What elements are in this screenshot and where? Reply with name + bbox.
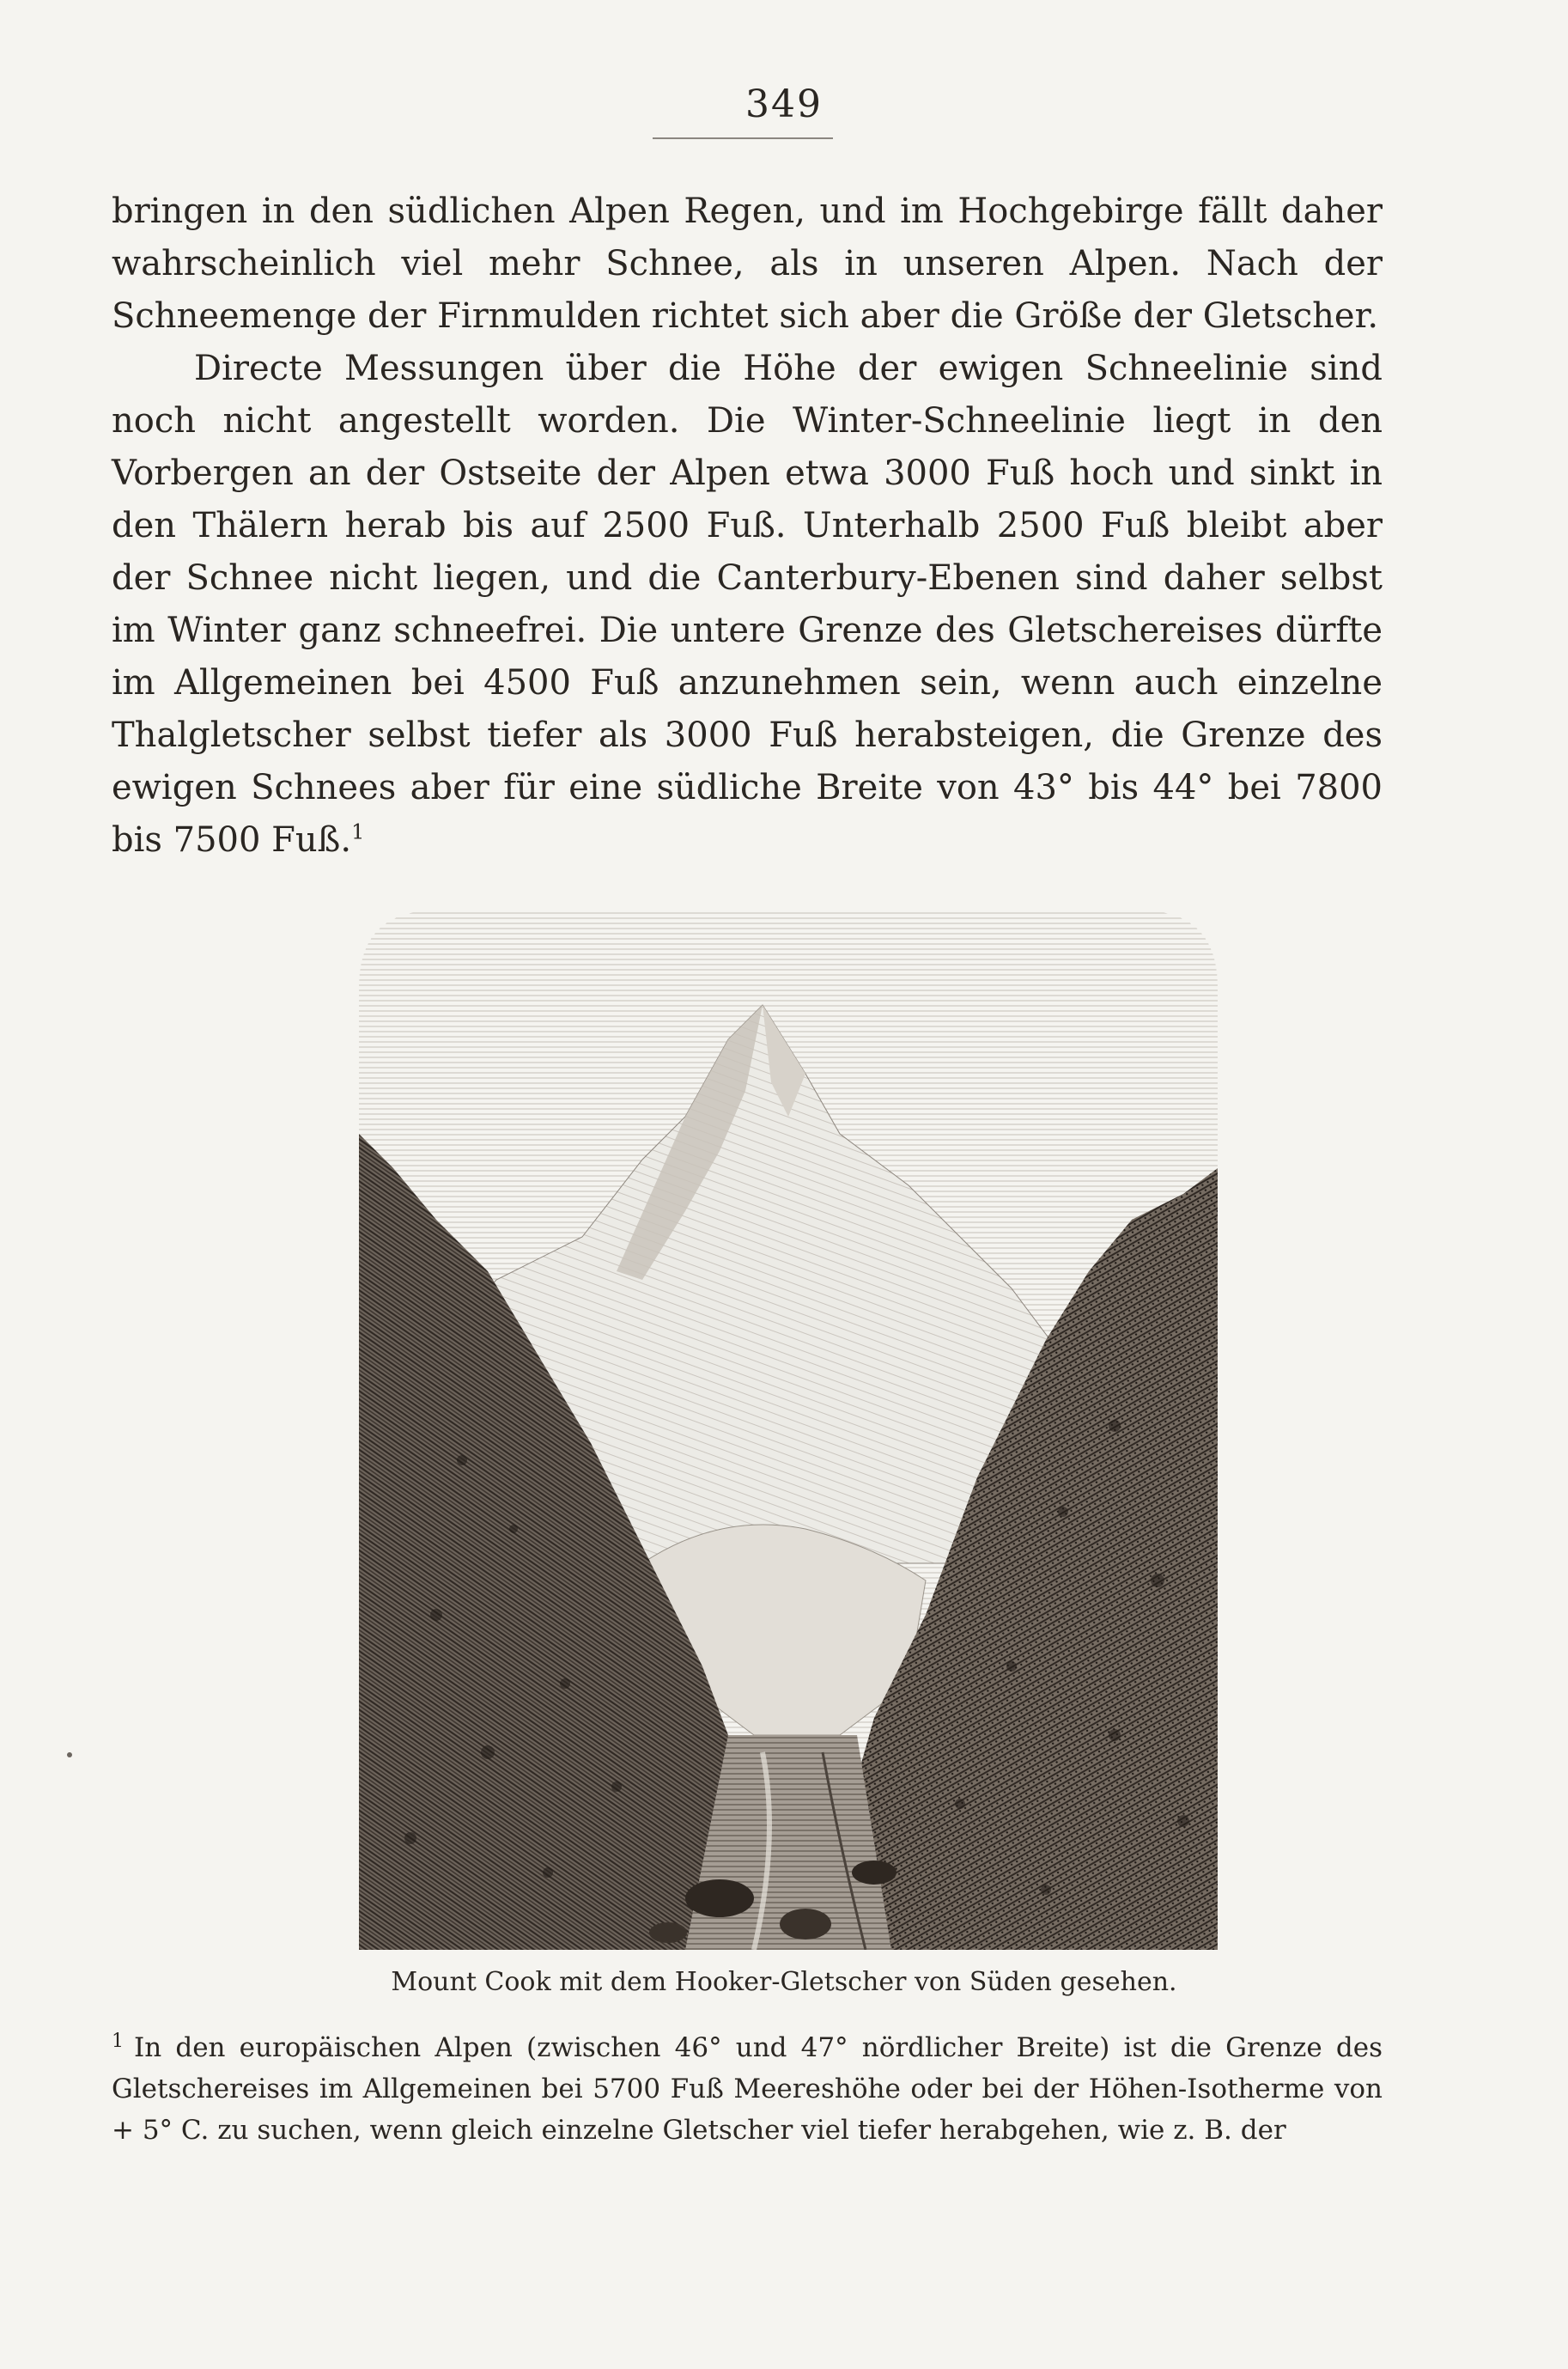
mountain-engraving-svg: [359, 910, 1218, 1950]
footnote-reference: 1: [351, 819, 365, 844]
body-text: [112, 186, 1383, 867]
paragraph-1: bringen in den südlichen Alpen Regen, und im Hochgebirge fällt daher wahrscheinlich viel mehr Schnee, als in unseren Alpen. Nach der Schneemenge der Firnmulden richtet sich aber die Größe der Gletscher.: [112, 192, 1383, 336]
page-number: 349: [745, 82, 823, 126]
header-rule: [653, 137, 833, 139]
footnote-number: 1: [112, 2030, 124, 2052]
figure-caption: Mount Cook mit dem Hooker-Gletscher von Süden gesehen.: [391, 1967, 1177, 1997]
margin-mark: [67, 1752, 72, 1757]
paragraph-2: [112, 343, 1383, 867]
footnote-text: In den europäischen Alpen (zwischen 46° und 47° nördlicher Breite) ist die Grenze des Gletschereises im Allgemeinen bei 5700 Fuß Meereshöhe oder bei der Höhen-Isotherme von + 5° C. zu suchen, wenn gleich einzelne Gletscher viel tiefer herabgehen, wie z. B. der: [112, 2032, 1383, 2146]
paragraph-2-text: Directe Messungen über die Höhe der ewigen Schneelinie sind noch nicht angestellt worden. Die Winter-Schneelinie liegt in den Vorbergen an der Ostseite der Alpen etwa 3000 Fuß hoch und sinkt in den Thälern herab bis auf 2500 Fuß. Unterhalb 2500 Fuß bleibt aber der Schnee nicht liegen, und die Canterbury-Ebenen sind daher selbst im Winter ganz schneefrei. Die untere Grenze des Gletschereises dürfte im Allgemeinen bei 4500 Fuß anzunehmen sein, wenn auch einzelne Thalgletscher selbst tiefer als 3000 Fuß herabsteigen, die Grenze des ewigen Schnees aber für eine südliche Breite von 43° bis 44° bei 7800 bis 7500 Fuß.: [112, 349, 1383, 860]
mountain-engraving: [359, 910, 1218, 1950]
footnote: [112, 2027, 1383, 2151]
